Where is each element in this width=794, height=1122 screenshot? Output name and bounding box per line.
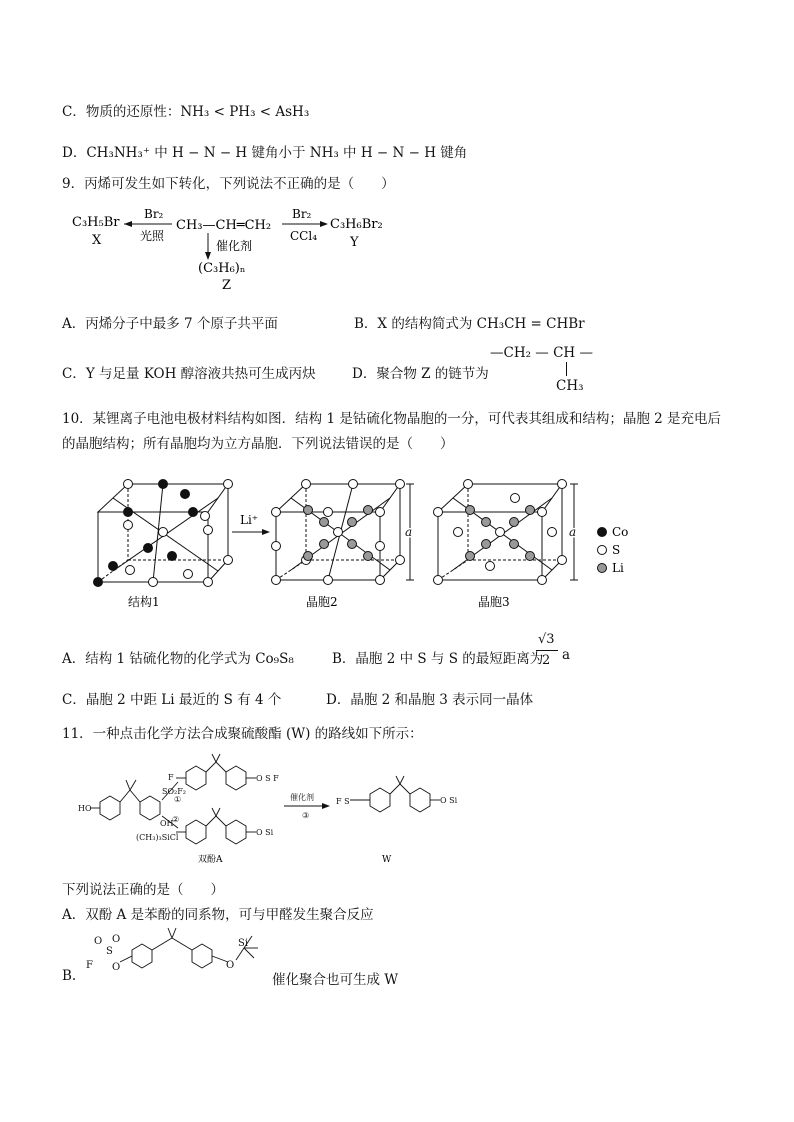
- q10-option-d: D．晶胞 2 和晶胞 3 表示同一晶体: [326, 692, 534, 708]
- step-3: ③: [302, 811, 310, 820]
- z-label: Z: [222, 278, 232, 293]
- z-formula: (C₃H₆)ₙ: [198, 261, 246, 276]
- q10-option-b-suffix: a: [562, 647, 571, 663]
- caption-structure-1: 结构1: [128, 595, 160, 609]
- q10-option-a: A．结构 1 钴硫化物的化学式为 Co₉S₈: [62, 651, 294, 667]
- q9-reaction-scheme: [62, 200, 402, 295]
- step-1: ①: [174, 795, 182, 804]
- q9-option-a: A．丙烯分子中最多 7 个原子共平面: [62, 316, 278, 332]
- chain-unit-bond: [566, 362, 568, 376]
- q11-stem: 11．一种点击化学方法合成聚硫酸酯 (W) 的路线如下所示：: [62, 726, 423, 742]
- cell-3-atoms: [434, 480, 567, 585]
- label-w: W: [382, 855, 392, 865]
- svg-text:O: O: [112, 934, 121, 945]
- svg-text:F: F: [168, 773, 174, 782]
- propene: CH₃—CH═CH₂: [176, 218, 272, 233]
- svg-text:O: O: [112, 962, 121, 973]
- q9-stem: 9．丙烯可发生如下转化，下列说法不正确的是（ ）: [62, 176, 395, 192]
- ring-a2: [140, 796, 160, 820]
- reagent-br2-left: Br₂: [144, 207, 164, 221]
- chain-unit-methyl: CH₃: [556, 378, 584, 394]
- q11-option-b-structure: [84, 924, 268, 986]
- edge-label-a-2: a: [405, 525, 413, 539]
- legend: [598, 525, 629, 575]
- q11-question: 下列说法正确的是（ ）: [62, 882, 224, 898]
- q11-synthesis-scheme: [78, 750, 478, 868]
- q11-option-a: A．双酚 A 是苯酚的同系物，可与甲醛发生聚合反应: [62, 907, 374, 923]
- reagent-tmscl: (CH₃)₃SiCl: [136, 833, 179, 842]
- reagent-ccl4: CCl₄: [290, 229, 318, 243]
- step-2: ②: [172, 815, 180, 824]
- reagent-br2-right: Br₂: [292, 207, 312, 221]
- q9-option-c: C．Y 与足量 KOH 醇溶液共热可生成丙炔: [62, 366, 316, 382]
- ring-a1: [100, 796, 120, 820]
- caption-cell-2: 晶胞2: [306, 595, 338, 609]
- q10-stem-line1: 10．某锂离子电池电极材料结构如图．结构 1 是钴硫化物晶胞的一分，可代表其组成和结构；晶胞 2 是充电后: [62, 411, 722, 427]
- svg-text:HO: HO: [78, 804, 92, 813]
- svg-text:Si: Si: [238, 938, 249, 949]
- q10-option-c: C．晶胞 2 中距 Li 最近的 S 有 4 个: [62, 692, 282, 708]
- q10-option-b-denominator: 2: [542, 653, 551, 668]
- q8-option-c: C．物质的还原性：NH₃ < PH₃ < AsH₃: [62, 104, 310, 120]
- crystal-structures-figure: [80, 470, 660, 615]
- q11-option-b-suffix: 催化聚合也可生成 W: [272, 972, 399, 988]
- edge-label-a-3: a: [569, 525, 577, 539]
- catalyst-w: 催化剂: [290, 793, 314, 802]
- x-formula: C₃H₅Br: [72, 215, 120, 230]
- catalyst-label: 催化剂: [216, 239, 253, 253]
- q8-option-d: D．CH₃NH₃⁺ 中 H − N − H 键角小于 NH₃ 中 H − N − H 键角: [62, 145, 468, 161]
- q9-option-b: B．X 的结构简式为 CH₃CH = CHBr: [354, 316, 585, 332]
- svg-text:O S F: O S F: [256, 774, 279, 783]
- cell-2-atoms: [272, 480, 405, 585]
- q10-stem-line2: 的晶胞结构；所有晶胞均为立方晶胞．下列说法错误的是（ ）: [62, 436, 454, 452]
- svg-text:O: O: [94, 936, 103, 947]
- arrow-label-li: Li⁺: [240, 513, 259, 527]
- legend-li: Li: [612, 561, 624, 575]
- y-label: Y: [350, 235, 359, 250]
- legend-co: Co: [612, 525, 629, 539]
- svg-text:F S: F S: [336, 797, 350, 806]
- label-bisphenol-a: 双酚A: [198, 855, 223, 865]
- chain-unit-top: —CH₂ — CH —: [490, 345, 593, 361]
- reagent-light: 光照: [140, 229, 165, 243]
- structure-1-atoms: [94, 480, 233, 587]
- svg-text:O: O: [226, 960, 235, 971]
- svg-text:S: S: [106, 946, 113, 957]
- reagent-so2f2: SO₂F₂: [162, 787, 187, 796]
- x-label: X: [92, 233, 102, 248]
- q10-option-b-prefix: B．晶胞 2 中 S 与 S 的最短距离为: [332, 651, 544, 667]
- q11-option-b-prefix: B.: [62, 968, 77, 984]
- caption-cell-3: 晶胞3: [478, 595, 510, 609]
- q10-option-b-fraction-bar: [536, 650, 558, 651]
- svg-text:O Si: O Si: [256, 828, 274, 837]
- svg-text:O Si: O Si: [440, 796, 458, 805]
- q10-option-b-numerator: √3: [538, 632, 555, 647]
- q9-option-d: D．聚合物 Z 的链节为: [352, 366, 489, 382]
- svg-text:OH: OH: [160, 819, 174, 828]
- legend-s: S: [612, 543, 621, 557]
- svg-text:F: F: [86, 960, 93, 971]
- y-formula: C₃H₆Br₂: [330, 217, 383, 232]
